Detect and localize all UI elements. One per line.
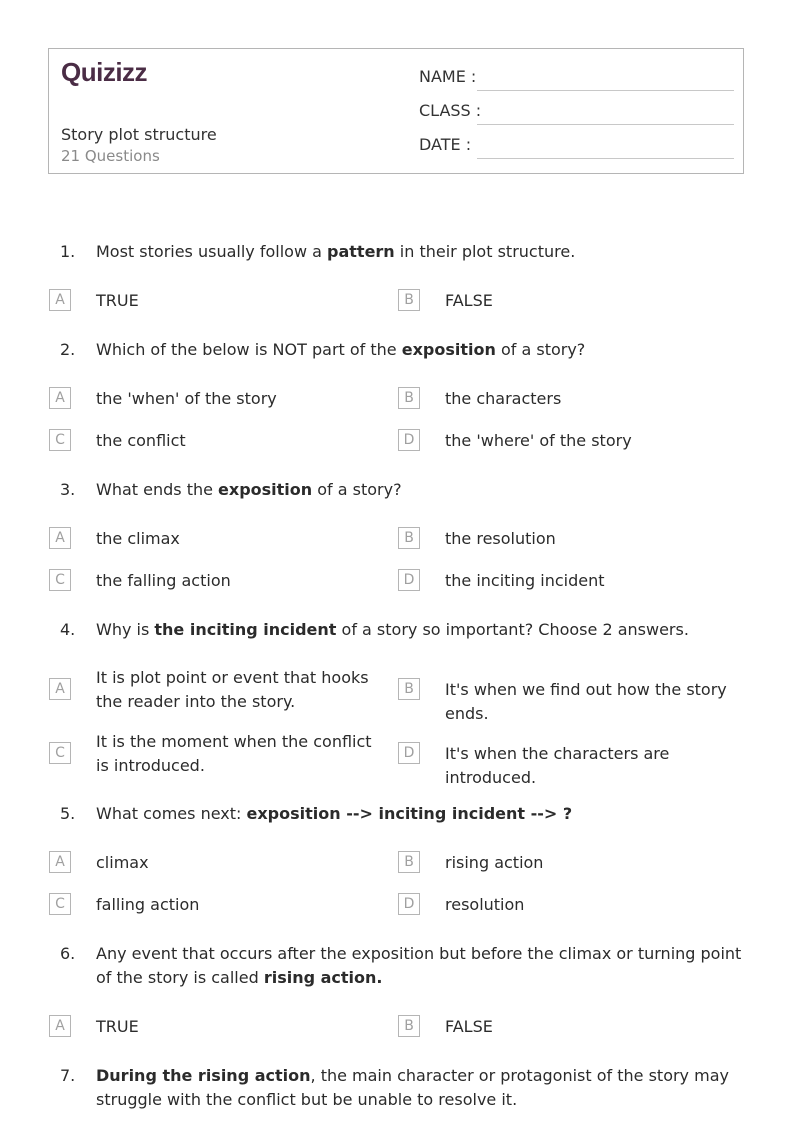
- option-letter[interactable]: A: [49, 1015, 71, 1037]
- option-text[interactable]: the inciting incident: [445, 571, 605, 590]
- option-text[interactable]: TRUE: [96, 291, 139, 310]
- question-number: 7.: [60, 1066, 76, 1085]
- question-text: What comes next: exposition --> inciting incident --> ?: [96, 804, 573, 823]
- date-line[interactable]: [477, 158, 734, 159]
- option-letter[interactable]: D: [398, 893, 420, 915]
- question-number: 1.: [60, 242, 76, 261]
- option-text[interactable]: the climax: [96, 529, 180, 548]
- option-letter[interactable]: B: [398, 289, 420, 311]
- option-text[interactable]: the characters: [445, 389, 562, 408]
- option-text[interactable]: FALSE: [445, 1017, 493, 1036]
- question-number: 3.: [60, 480, 76, 499]
- option-text[interactable]: the 'where' of the story: [445, 431, 632, 450]
- option-letter[interactable]: B: [398, 1015, 420, 1037]
- question-number: 5.: [60, 804, 76, 823]
- worksheet-title: Story plot structure: [61, 125, 217, 144]
- option-letter[interactable]: D: [398, 569, 420, 591]
- name-label: NAME :: [419, 67, 477, 86]
- option-text[interactable]: climax: [96, 853, 149, 872]
- name-field[interactable]: [419, 67, 734, 91]
- option-text[interactable]: the resolution: [445, 529, 556, 548]
- option-letter[interactable]: C: [49, 569, 71, 591]
- option-text[interactable]: the 'when' of the story: [96, 389, 277, 408]
- question-text: Why is the inciting incident of a story so important? Choose 2 answers.: [96, 620, 689, 639]
- question-count: 21 Questions: [61, 147, 160, 165]
- option-letter[interactable]: A: [49, 387, 71, 409]
- question-number: 2.: [60, 340, 76, 359]
- option-text[interactable]: FALSE: [445, 291, 493, 310]
- class-line[interactable]: [477, 124, 734, 125]
- option-text[interactable]: It is the moment when the conflict is introduced.: [96, 732, 372, 775]
- option-letter[interactable]: A: [49, 851, 71, 873]
- option-letter[interactable]: D: [398, 429, 420, 451]
- option-text[interactable]: It is plot point or event that hooks the reader into the story.: [96, 668, 369, 711]
- class-field[interactable]: [419, 101, 734, 125]
- option-letter[interactable]: B: [398, 527, 420, 549]
- option-letter[interactable]: A: [49, 527, 71, 549]
- question-text: During the rising action, the main character or protagonist of the story may struggle with the conflict but be unable to resolve it.: [96, 1066, 729, 1109]
- question-text: Which of the below is NOT part of the exposition of a story?: [96, 340, 586, 359]
- question-text: Most stories usually follow a pattern in their plot structure.: [96, 242, 576, 261]
- option-letter[interactable]: C: [49, 742, 71, 764]
- option-text[interactable]: TRUE: [96, 1017, 139, 1036]
- option-text[interactable]: the falling action: [96, 571, 231, 590]
- option-text[interactable]: falling action: [96, 895, 200, 914]
- date-label: DATE :: [419, 135, 472, 154]
- option-letter[interactable]: A: [49, 289, 71, 311]
- name-line[interactable]: [477, 90, 734, 91]
- option-letter[interactable]: B: [398, 678, 420, 700]
- option-letter[interactable]: A: [49, 678, 71, 700]
- date-field[interactable]: [419, 135, 734, 159]
- option-text[interactable]: resolution: [445, 895, 525, 914]
- option-letter[interactable]: C: [49, 893, 71, 915]
- option-letter[interactable]: B: [398, 851, 420, 873]
- question-number: 4.: [60, 620, 76, 639]
- quizizz-logo: Quizizz: [61, 57, 148, 87]
- option-text[interactable]: It's when we find out how the story ends.: [445, 680, 727, 723]
- option-text[interactable]: the conflict: [96, 431, 186, 450]
- question-number: 6.: [60, 944, 76, 963]
- worksheet-header: [48, 48, 744, 174]
- option-text[interactable]: rising action: [445, 853, 544, 872]
- option-text[interactable]: It's when the characters are introduced.: [445, 744, 670, 787]
- class-label: CLASS :: [419, 101, 482, 120]
- question-text: What ends the exposition of a story?: [96, 480, 402, 499]
- question-text: Any event that occurs after the exposition but before the climax or turning point of the story is called rising action.: [96, 944, 742, 987]
- option-letter[interactable]: D: [398, 742, 420, 764]
- option-letter[interactable]: C: [49, 429, 71, 451]
- option-letter[interactable]: B: [398, 387, 420, 409]
